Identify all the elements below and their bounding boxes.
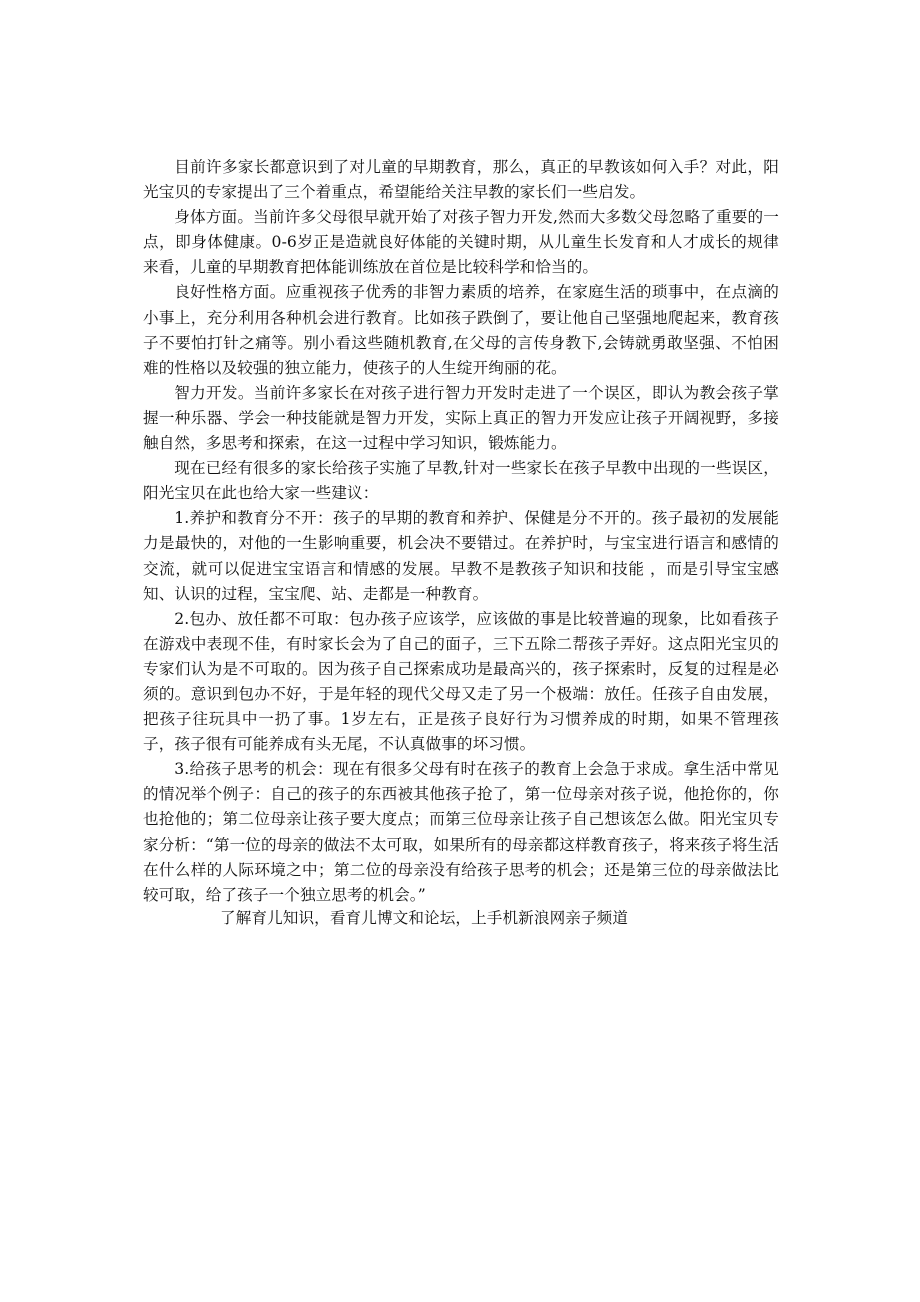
paragraph-suggestion-3: 3.给孩子思考的机会：现在有很多父母有时在孩子的教育上会急于求成。拿生活中常见的情况举个例子：自己的孩子的东西被其他孩子抢了，第一位母亲对孩子说，他抢你的，你也抢他的；第二位母亲让孩子要大度点；而第三位母亲让孩子自己想该怎么做。阳光宝贝专家分析：“第一位的母亲的做法不太可取，如果所有的母亲都这样教育孩子，将来孩子将生活在什么样的人际环境之中；第二位的母亲没有给孩子思考的机会；还是第三位的母亲做法比较可取，给了孩子一个独立思考的机会。” — [143, 760, 779, 904]
paragraph-intro: 目前许多家长都意识到了对儿童的早期教育，那么，真正的早教该如何入手？对此，阳光宝贝的专家提出了三个着重点，希望能给关注早教的家长们一些启发。 — [143, 158, 779, 202]
paragraph-suggestions-intro: 现在已经有很多的家长给孩子实施了早教,针对一些家长在孩子早教中出现的一些误区，阳光宝贝在此也给大家一些建议： — [143, 459, 779, 503]
paragraph-physical: 身体方面。当前许多父母很早就开始了对孩子智力开发,然而大多数父母忽略了重要的一点，即身体健康。0-6岁正是造就良好体能的关键时期，从儿童生长发育和人才成长的规律来看，儿童的早期教育把体能训练放在首位是比较科学和恰当的。 — [143, 208, 779, 277]
paragraph-intelligence: 智力开发。当前许多家长在对孩子进行智力开发时走进了一个误区，即认为教会孩子掌握一种乐器、学会一种技能就是智力开发，实际上真正的智力开发应让孩子开阔视野，多接触自然，多思考和探索，在这一过程中学习知识，锻炼能力。 — [143, 383, 779, 453]
footer-promo-text: 了解育儿知识，看育儿博文和论坛，上手机新浪网亲子频道 — [220, 909, 629, 927]
paragraph-personality: 良好性格方面。应重视孩子优秀的非智力素质的培养，在家庭生活的琐事中，在点滴的小事上，充分利用各种机会进行教育。比如孩子跌倒了，要让他自己坚强地爬起来，教育孩子不要怕打针之痛等。别小看这些随机教育,在父母的言传身教下,会铸就勇敢坚强、不怕困难的性格以及较强的独立能力，使孩子的人生绽开绚丽的花。 — [143, 283, 779, 377]
article-body — [143, 155, 779, 908]
paragraph-suggestion-1: 1.养护和教育分不开：孩子的早期的教育和养护、保健是分不开的。孩子最初的发展能力是最快的，对他的一生影响重要，机会决不要错过。在养护时，与宝宝进行语言和感情的交流，就可以促进宝宝语言和情感的发展。早教不是教孩子知识和技能 ，而是引导宝宝感知、认识的过程，宝宝爬、站、走都是一种教育。 — [143, 509, 779, 603]
paragraph-suggestion-2: 2.包办、放任都不可取：包办孩子应该学，应该做的事是比较普遍的现象，比如看孩子在游戏中表现不佳，有时家长会为了自己的面子，三下五除二帮孩子弄好。这点阳光宝贝的专家们认为是不可取的。因为孩子自己探索成功是最高兴的，孩子探索时，反复的过程是必须的。意识到包办不好，于是年轻的现代父母又走了另一个极端：放任。任孩子自由发展，把孩子往玩具中一扔了事。1岁左右，正是孩子良好行为习惯养成的时期，如果不管理孩子，孩子很有可能养成有头无尾，不认真做事的坏习惯。 — [143, 609, 779, 754]
